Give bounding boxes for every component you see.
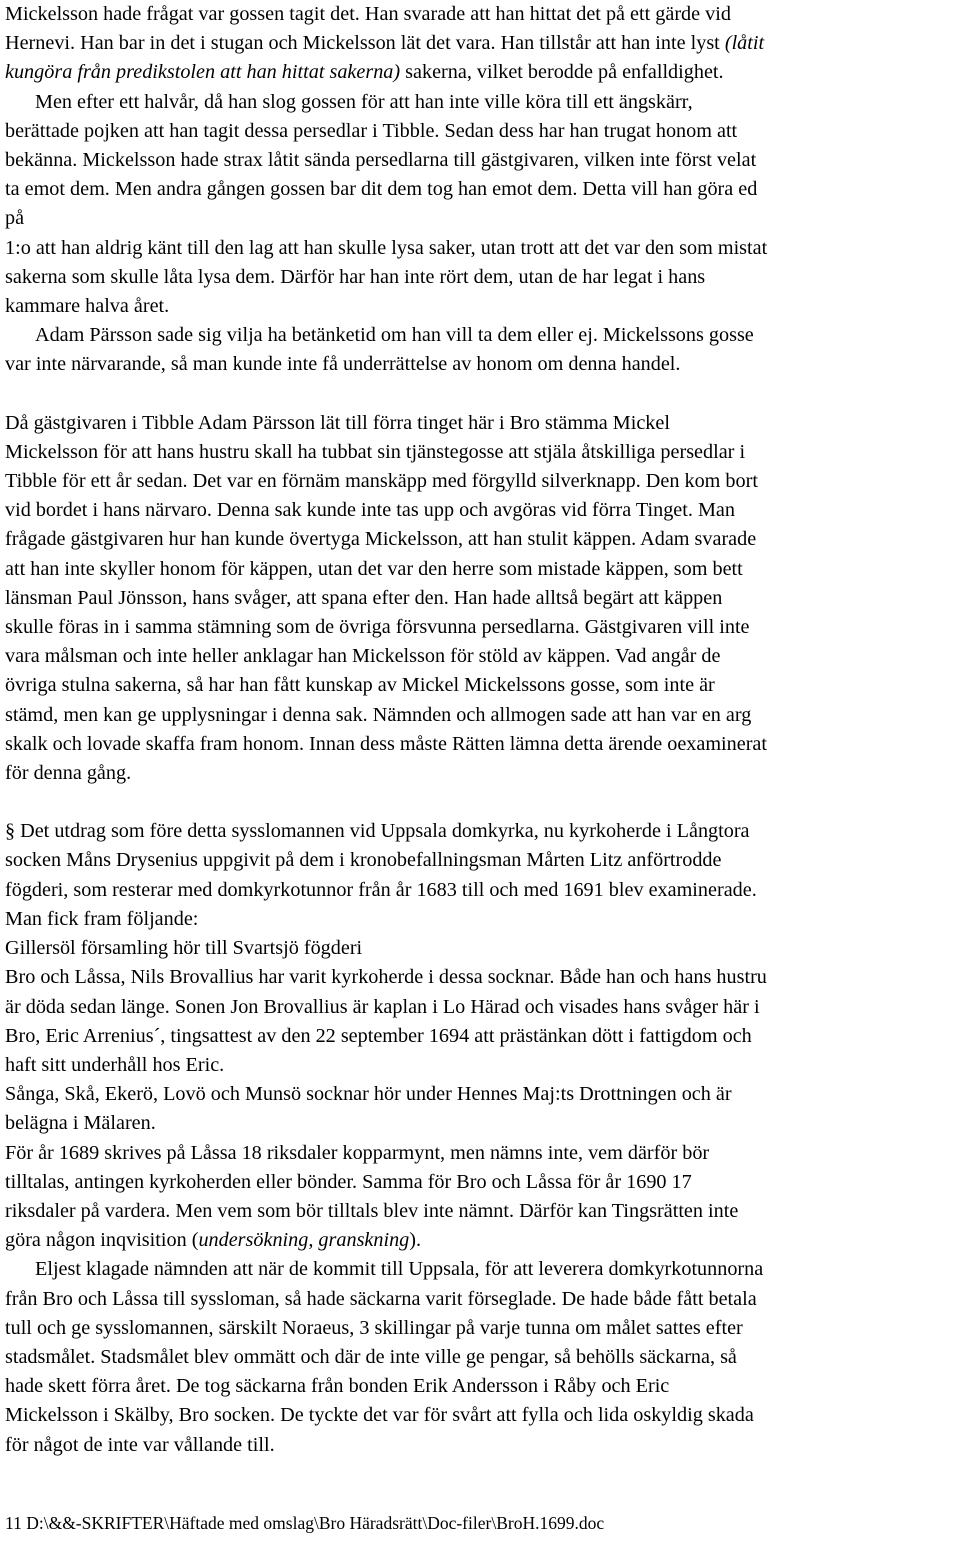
text-line: för denna gång. <box>5 762 132 785</box>
text-line: Man fick fram följande: <box>5 907 199 930</box>
text-line: stämd, men kan ge upplysningar i denna sak. Nämnden och allmogen sade att han var en arg <box>5 703 752 726</box>
text-line: övriga stulna sakerna, så har han fått kunskap av Mickel Mickelssons gosse, som inte är <box>5 674 715 697</box>
text-line: socken Måns Drysenius uppgivit på dem i kronobefallningsman Mårten Litz anförtrodde <box>5 849 722 872</box>
text-line: tull och ge sysslomannen, särskilt Noraeus, 3 skillingar på varje tunna om målet sattes efter <box>5 1316 743 1339</box>
text-line: Adam Pärsson sade sig vilja ha betänketid om han vill ta dem eller ej. Mickelssons gosse <box>35 324 754 347</box>
text-line: 1:o att han aldrig känt till den lag att han skulle lysa saker, utan trott att det var den som mistat <box>5 236 768 259</box>
text-line: Då gästgivaren i Tibble Adam Pärsson lät till förra tinget här i Bro stämma Mickel <box>5 411 670 434</box>
text-line: för något de inte var vållande till. <box>5 1433 275 1456</box>
text-line: skulle föras in i samma stämning som de övriga försvunna persedlarna. Gästgivaren vill inte <box>5 616 750 639</box>
text-line: Bro, Eric Arrenius´, tingsattest av den 22 september 1694 att prästänkan dött i fattigdom och <box>5 1024 752 1047</box>
text-line: stadsmålet. Stadsmålet blev ommätt och där de inte ville ge pengar, så behölls säckarna, så <box>5 1345 737 1368</box>
text-line: länsman Paul Jönsson, hans svåger, att spana efter den. Han hade alltså begärt att käppen <box>5 586 723 609</box>
text-line: tilltalas, antingen kyrkoherden eller bönder. Samma för Bro och Låssa för år 1690 17 <box>5 1170 692 1193</box>
paragraph-gastgivaren-case <box>5 409 957 789</box>
text-line: vara målsman och inte heller anklagar han Mickelsson för stöld av käppen. Vad angår de <box>5 645 721 668</box>
text-line: Mickelsson hade frågat var gossen tagit det. Han svarade att han hittat det på ett gärde vid <box>5 3 731 25</box>
text-line: Mickelsson för att hans hustru skall ha tubbat sin tjänstegosse att stjäla åtskilliga persedlar i <box>5 440 746 463</box>
text-fragment: Hernevi. Han bar in det i stugan och Mickelsson lät det vara. Han tillstår att han inte lyst <box>5 32 725 55</box>
text-line: belägna i Mälaren. <box>5 1112 156 1135</box>
paragraph-domkyrkotunnor <box>5 817 957 1459</box>
text-line <box>5 58 957 87</box>
text-fragment: Det utdrag som före detta sysslomannen vid Uppsala domkyrka, nu kyrkoherde i Långtora <box>15 820 750 843</box>
text-line: kammare halva året. <box>5 295 170 318</box>
paragraph-mickelsson-testimony <box>5 0 957 380</box>
text-line: fögderi, som resterar med domkyrkotunnor från år 1683 till och med 1691 blev examinerade. <box>5 878 757 901</box>
italic-note: undersökning, granskning <box>198 1229 410 1252</box>
text-line: på <box>5 207 25 230</box>
text-line: Sånga, Skå, Ekerö, Lovö och Munsö socknar hör under Hennes Maj:ts Drottningen och är <box>5 1083 732 1106</box>
text-line: För år 1689 skrives på Låssa 18 riksdaler kopparmynt, men nämns inte, vem därför bör <box>5 1141 710 1164</box>
text-line: var inte närvarande, så man kunde inte få underrättelse av honom om denna handel. <box>5 353 681 376</box>
text-line: är döda sedan länge. Sonen Jon Brovallius är kaplan i Lo Härad och visades hans svåger här i <box>5 995 760 1018</box>
text-line: frågade gästgivaren hur han kunde övertyga Mickelsson, att han stulit käppen. Adam svarade <box>5 528 757 551</box>
italic-note: kungöra från predikstolen att han hittat sakerna) <box>5 61 401 84</box>
text-line: bekänna. Mickelsson hade strax låtit sända persedlarna till gästgivaren, vilken inte först velat <box>5 149 757 172</box>
text-line: haft sitt underhåll hos Eric. <box>5 1053 225 1076</box>
text-fragment: göra någon inqvisition ( <box>5 1229 199 1252</box>
section-mark: § <box>5 820 16 843</box>
text-line: berättade pojken att han tagit dessa persedlar i Tibble. Sedan dess har han trugat honom att <box>5 119 738 142</box>
text-line <box>5 817 957 846</box>
italic-note: (låtit <box>724 32 765 55</box>
text-line: riksdaler på vardera. Men vem som bör tilltals blev inte nämnt. Därför kan Tingsrätten inte <box>5 1199 739 1222</box>
text-line: att han inte skyller honom för käppen, utan det var den herre som mistade käppen, som bett <box>5 557 743 580</box>
text-line: Eljest klagade nämnden att när de kommit till Uppsala, för att leverera domkyrkotunnorna <box>35 1258 764 1281</box>
text-line: från Bro och Låssa till syssloman, så hade säckarna varit förseglade. De hade både fått betala <box>5 1287 757 1310</box>
document-page <box>5 0 957 1460</box>
text-line: vid bordet i hans närvaro. Denna sak kunde inte tas upp och avgöras vid förra Tinget. Man <box>5 499 735 522</box>
page-footer: 11 D:\&&-SKRIFTER\Häftade med omslag\Bro Häradsrätt\Doc-filer\BroH.1699.doc <box>5 1513 605 1533</box>
text-line: Men efter ett halvår, då han slog gossen för att han inte ville köra till ett ängskärr, <box>35 90 693 113</box>
text-line <box>5 1226 957 1255</box>
text-fragment: sakerna, vilket berodde på enfalldighet. <box>400 61 724 84</box>
text-line: Gillersöl församling hör till Svartsjö fögderi <box>5 937 363 960</box>
text-line: hade skett förra året. De tog säckarna från bonden Erik Andersson i Råby och Eric <box>5 1375 670 1398</box>
text-line: ta emot dem. Men andra gången gossen bar dit dem tog han emot dem. Detta vill han göra ed <box>5 178 758 201</box>
text-line: Tibble för ett år sedan. Det var en förnäm manskäpp med förgylld silverknapp. Den kom bort <box>5 470 758 493</box>
text-fragment: ). <box>409 1229 422 1252</box>
text-line <box>5 29 957 58</box>
text-line: sakerna som skulle låta lysa dem. Därför har han inte rört dem, utan de har legat i hans <box>5 265 706 288</box>
text-line: Mickelsson i Skälby, Bro socken. De tyckte det var för svårt att fylla och lida oskyldig skada <box>5 1404 754 1427</box>
text-line: skalk och lovade skaffa fram honom. Innan dess måste Rätten lämna detta ärende oexaminerat <box>5 732 767 755</box>
text-line: Bro och Låssa, Nils Brovallius har varit kyrkoherde i dessa socknar. Både han och hans hustru <box>5 966 767 989</box>
